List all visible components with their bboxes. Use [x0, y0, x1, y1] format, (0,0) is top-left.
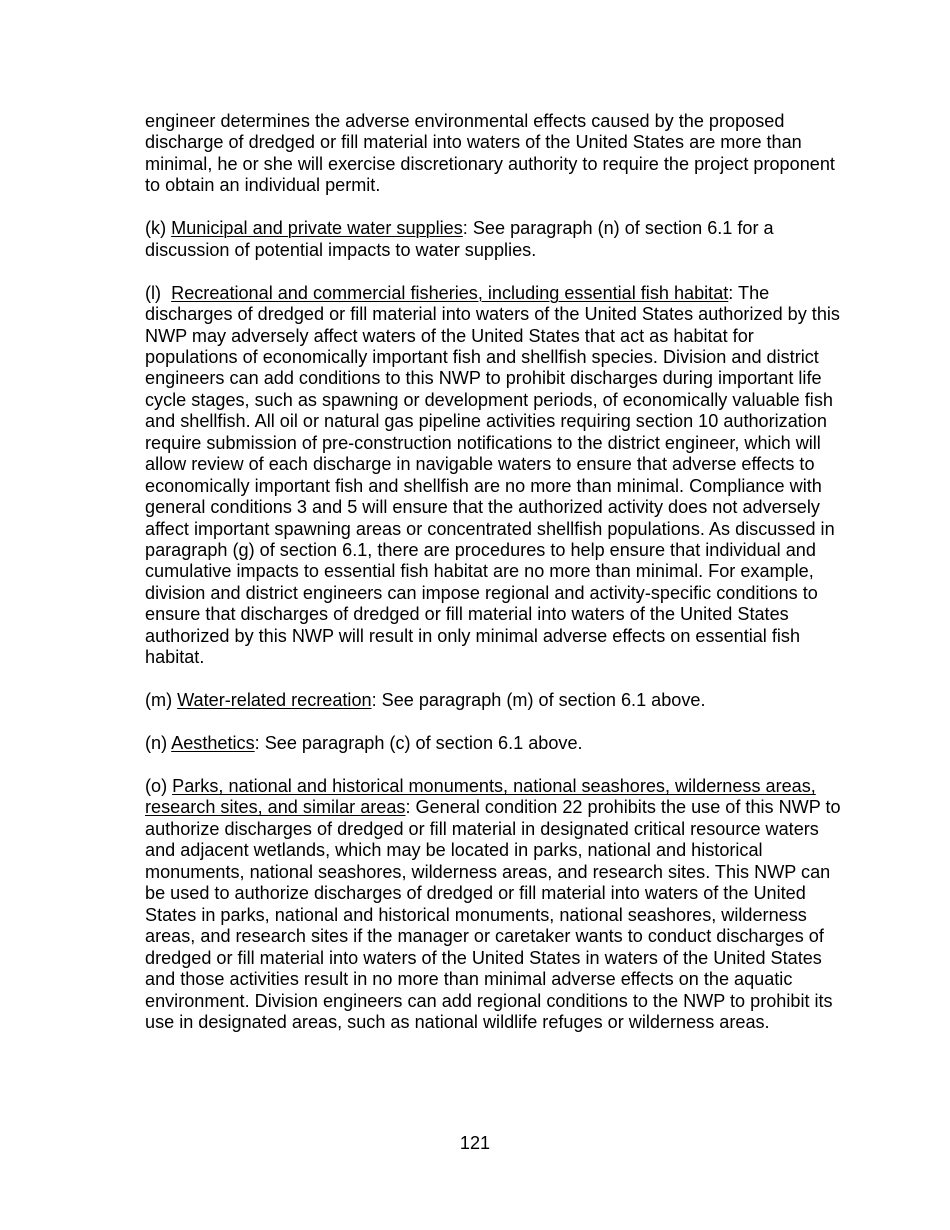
continuation-paragraph: engineer determines the adverse environmental effects caused by the proposed discharge of dredged or fill material into waters of the United States are more than minimal, he or she will exercise discretionary authority to require the project proponent to obtain an individual permit. — [145, 111, 835, 196]
section-m-paragraph — [145, 690, 845, 711]
section-m-heading: Water-related recreation — [177, 690, 372, 711]
section-l-body: : The discharges of dredged or fill material into waters of the United States authorized by this NWP may adversely affect waters of the United States that act as habitat for populations of economically important fish and shellfish species. Division and district engineers can add conditions to this NWP to prohibit discharges during important life cycle stages, such as spawning or development periods, of economically valuable fish and shellfish. All oil or natural gas pipeline activities requiring section 10 authorization require submission of pre-construction notifications to the district engineer, which will allow review of each discharge in navigable waters to ensure that adverse effects to economically important fish and shellfish are no more than minimal. Compliance with general conditions 3 and 5 will ensure that the authorized activity does not adversely affect important spawning areas or concentrated shellfish populations. As discussed in paragraph (g) of section 6.1, there are procedures to help ensure that individual and cumulative impacts to essential fish habitat are no more than minimal. For example, division and district engineers can impose regional and activity-specific conditions to ensure that discharges of dredged or fill material into waters of the United States authorized by this NWP will result in only minimal adverse effects on essential fish habitat. — [145, 282, 840, 668]
section-n-body: : See paragraph (c) of section 6.1 above. — [254, 733, 583, 754]
section-n-paragraph — [145, 733, 845, 754]
section-m-prefix: (m) — [145, 690, 178, 711]
section-o-body: : General condition 22 prohibits the use of this NWP to authorize discharges of dredged or fill material in designated critical resource waters and adjacent wetlands, which may be located in parks, national and historical monuments, national seashores, wilderness areas, and research sites. This NWP can be used to authorize discharges of dredged or fill material into waters of the United States in parks, national and historical monuments, national seashores, wilderness areas, and research sites if the manager or caretaker wants to conduct discharges of dredged or fill material into waters of the United States in waters of the United States and those activities result in no more than minimal adverse effects on the aquatic environment. Division engineers can add regional conditions to the NWP to prohibit its use in designated areas, such as national wildlife refuges or wilderness areas. — [145, 797, 841, 1032]
section-k-body: : See paragraph (n) of section 6.1 for a discussion of potential impacts to water supplies. — [145, 218, 774, 260]
section-m-body: : See paragraph (m) of section 6.1 above. — [371, 690, 706, 711]
section-o-heading: Parks, national and historical monuments, national seashores, wilderness areas, research sites, and similar areas — [145, 775, 816, 818]
document-body — [145, 111, 845, 1055]
section-k-prefix: (k) — [145, 218, 172, 239]
section-l-paragraph — [145, 283, 845, 669]
section-k-heading: Municipal and private water supplies — [171, 218, 463, 239]
section-n-heading: Aesthetics — [171, 733, 255, 754]
section-k-paragraph — [145, 218, 845, 261]
section-o-paragraph — [145, 776, 845, 1033]
section-o-prefix: (o) — [145, 775, 173, 796]
section-l-heading: Recreational and commercial fisheries, including essential fish habitat — [171, 282, 729, 303]
section-l-prefix: (l) — [145, 282, 172, 303]
section-n-prefix: (n) — [145, 733, 172, 754]
page-number: 121 — [459, 1133, 491, 1153]
